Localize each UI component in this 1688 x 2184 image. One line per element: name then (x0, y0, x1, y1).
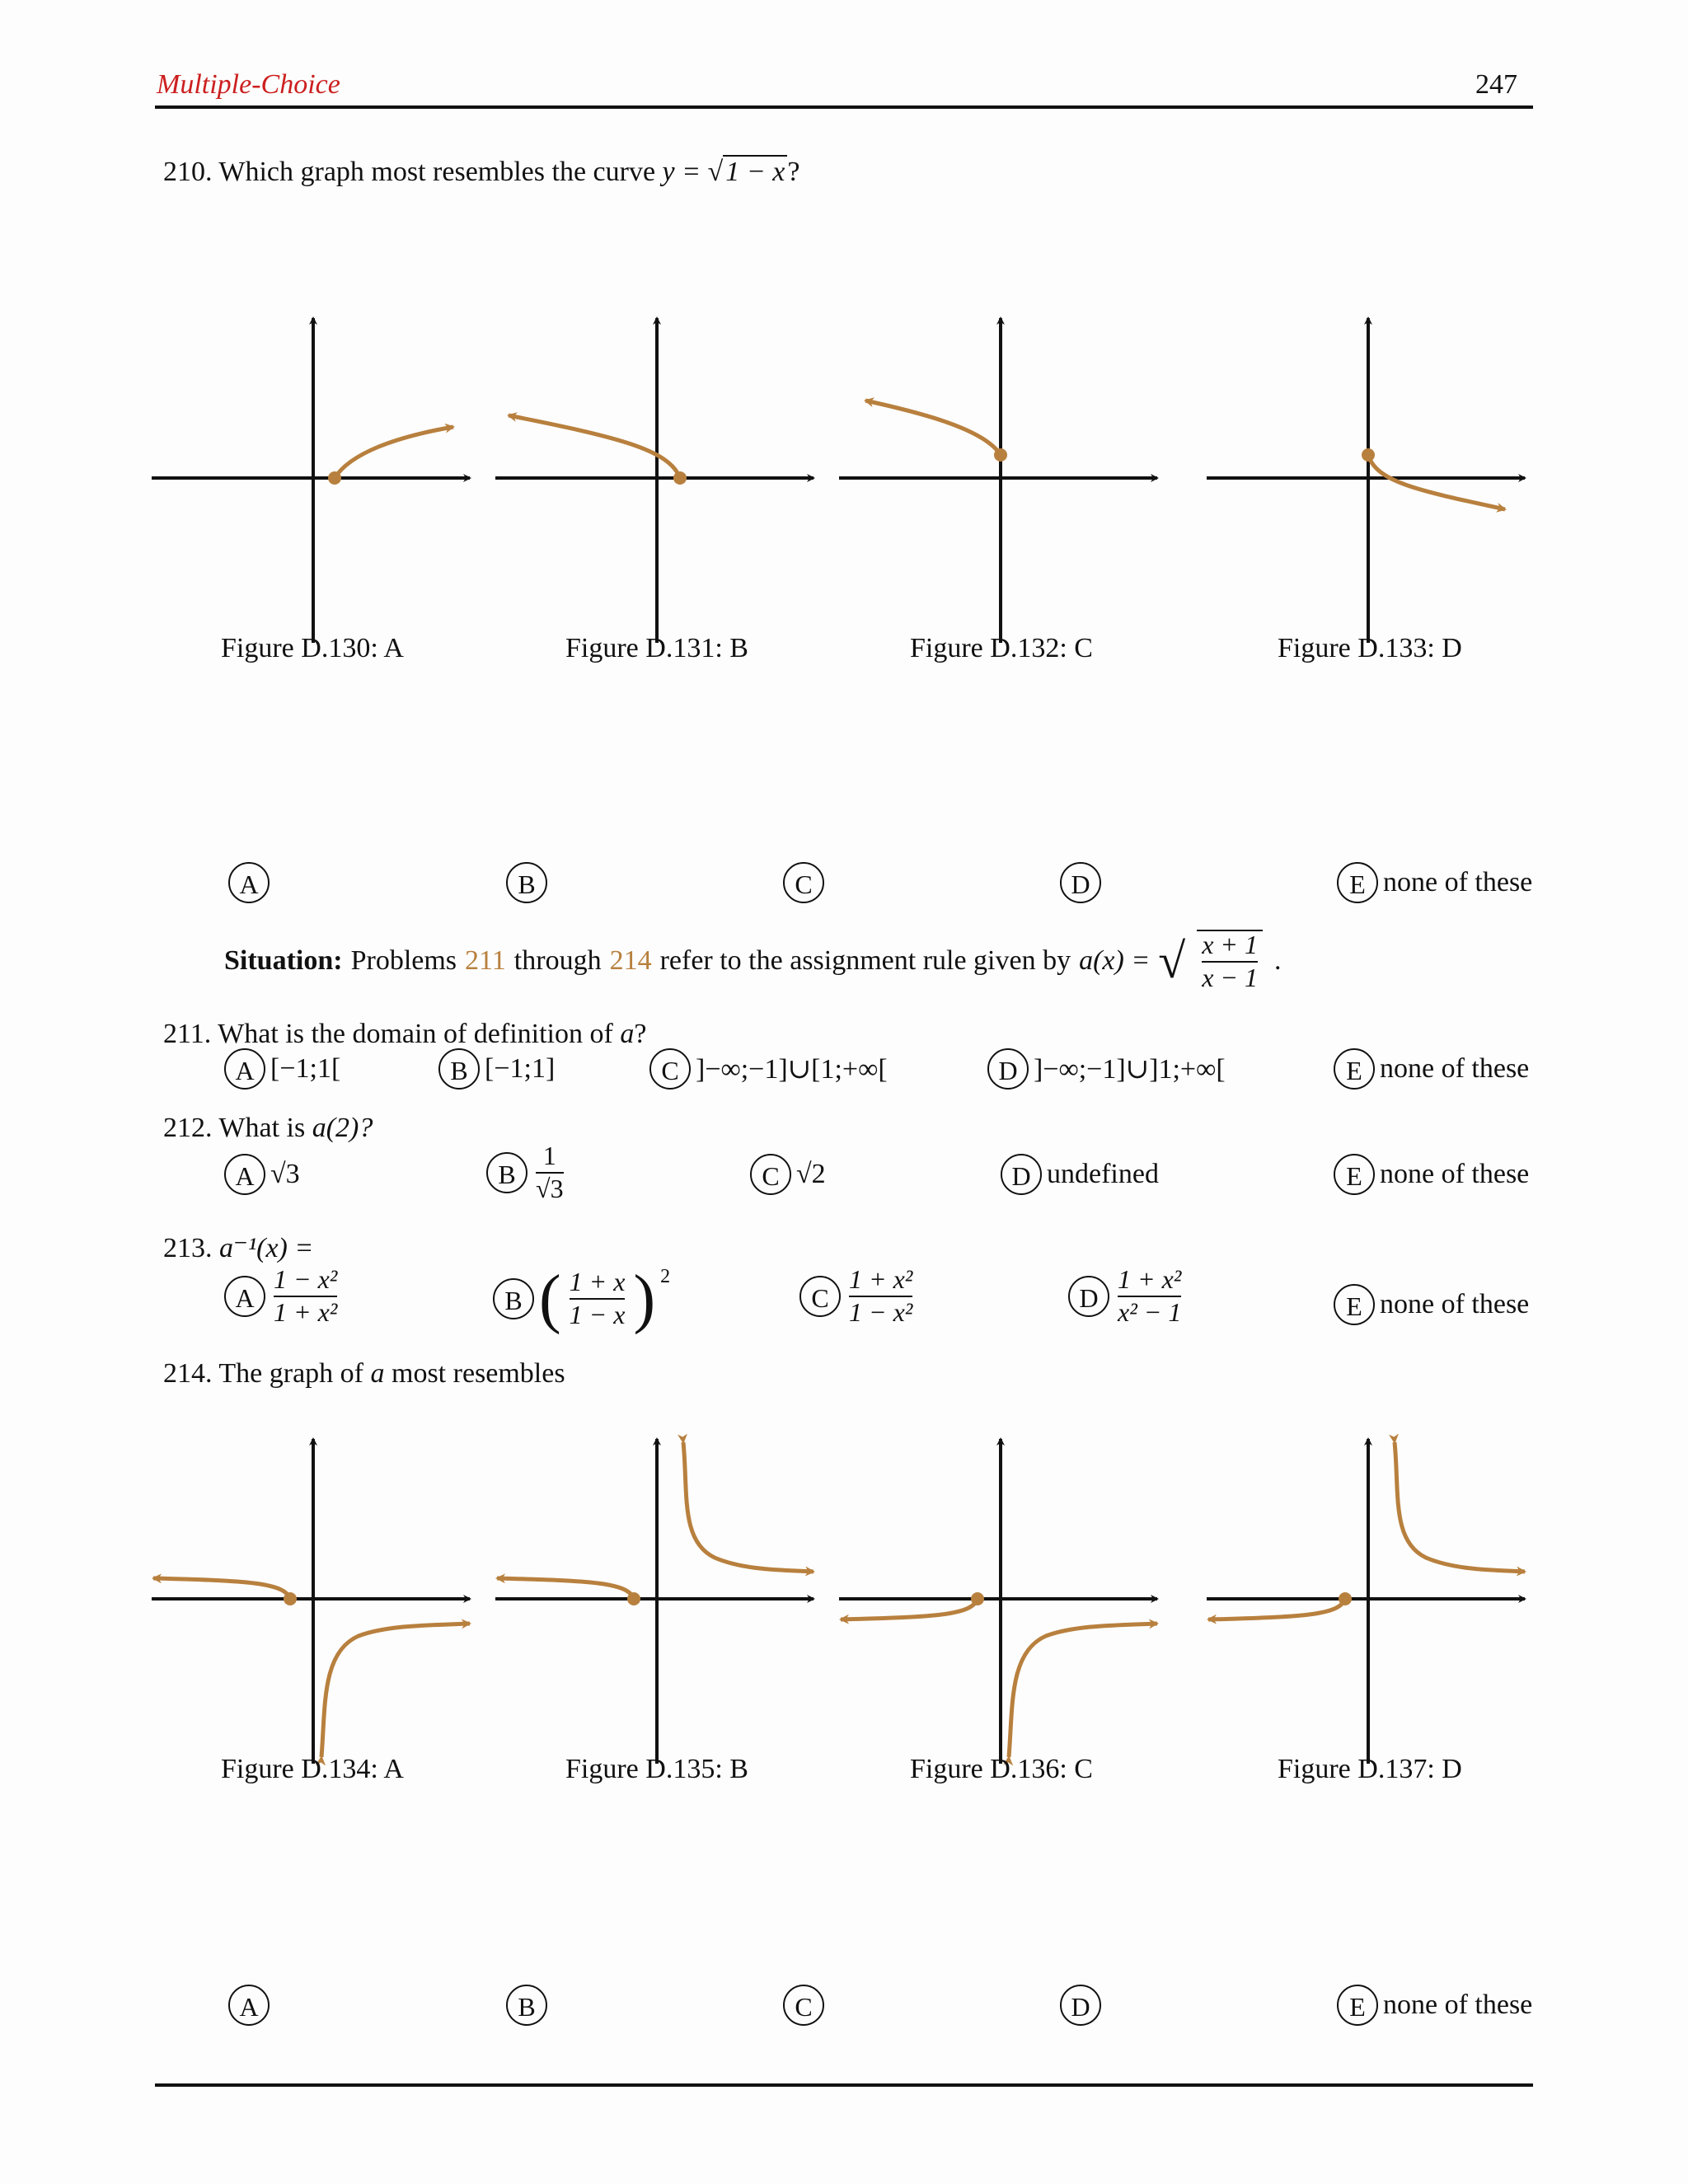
q213-option-a[interactable] (224, 1266, 340, 1326)
graph-133 (1207, 318, 1525, 643)
q214-option-d[interactable] (1060, 1985, 1101, 2026)
bubble-a[interactable]: A (224, 1154, 265, 1195)
formula-lhs: a(x) = (1079, 944, 1151, 976)
fraction-denominator: 1 − x (569, 1300, 626, 1329)
question-number: 211. (163, 1019, 212, 1049)
option-text: √2 (796, 1159, 826, 1189)
question-text: Which graph most resembles the curve (218, 157, 656, 187)
bubble-a[interactable]: A (224, 1048, 265, 1090)
problem-ref-211[interactable]: 211 (465, 944, 506, 976)
question-number: 214. (163, 1358, 213, 1389)
situation-text: refer to the assignment rule given by (659, 944, 1071, 976)
fraction-denominator: √3 (536, 1173, 564, 1203)
bubble-e[interactable]: E (1337, 1985, 1378, 2026)
figure-caption-135: Figure D.135: B (565, 1754, 748, 1784)
option-text: [−1;1[ (270, 1053, 341, 1084)
formula-end: . (1274, 944, 1282, 976)
bubble-e[interactable]: E (1337, 862, 1378, 903)
q210-option-e[interactable] (1337, 862, 1532, 903)
bubble-a[interactable]: A (228, 1985, 270, 2026)
situation-text: through (513, 944, 602, 976)
option-text: none of these (1380, 1053, 1530, 1084)
question-text: What is the domain of definition of (218, 1019, 613, 1049)
graph-132 (839, 318, 1157, 643)
figure-caption-131: Figure D.131: B (565, 633, 748, 663)
question-var: a (620, 1019, 635, 1049)
bubble-c[interactable]: C (783, 1985, 824, 2026)
bubble-b[interactable]: B (438, 1048, 480, 1090)
question-213 (163, 1231, 313, 1264)
paren-left: ( (539, 1263, 561, 1335)
q212-option-b[interactable] (486, 1142, 567, 1202)
graph-136 (839, 1439, 1157, 1764)
option-text: none of these (1380, 1289, 1530, 1319)
q214-option-a[interactable] (228, 1985, 270, 2026)
q211-option-c[interactable] (649, 1048, 888, 1090)
bubble-a[interactable]: A (228, 862, 270, 903)
situation-text: Problems (350, 944, 457, 976)
bubble-c[interactable]: C (750, 1154, 791, 1195)
fraction-denominator: x − 1 (1202, 962, 1259, 992)
question-211 (163, 1019, 646, 1050)
page-number: 247 (1475, 69, 1517, 100)
fraction-denominator: 1 + x² (274, 1296, 338, 1327)
bubble-d[interactable]: D (1068, 1276, 1109, 1317)
question-210 (163, 157, 799, 188)
sqrt-sign: √ (1158, 933, 1186, 988)
bubble-d[interactable]: D (1060, 1985, 1101, 2026)
q210-option-b[interactable] (506, 862, 547, 903)
fraction-numerator: 1 + x² (849, 1264, 913, 1294)
q210-option-c[interactable] (783, 862, 824, 903)
q210-graphs (148, 313, 1541, 659)
question-text: What is (218, 1113, 306, 1143)
question-text: most resembles (392, 1358, 565, 1389)
option-fraction (570, 1268, 626, 1329)
option-text: √3 (270, 1159, 300, 1189)
bubble-d[interactable]: D (1060, 862, 1101, 903)
q211-option-d[interactable] (987, 1048, 1226, 1090)
fraction-numerator: 1 + x (569, 1267, 626, 1297)
bubble-a[interactable]: A (224, 1276, 265, 1317)
fraction-denominator: 1 − x² (849, 1296, 913, 1327)
option-text: none of these (1383, 1990, 1533, 2020)
figure-caption-136: Figure D.136: C (910, 1754, 1093, 1784)
figure-caption-132: Figure D.132: C (910, 633, 1093, 663)
option-text: [−1;1] (485, 1053, 556, 1084)
bubble-c[interactable]: C (649, 1048, 691, 1090)
option-fraction (849, 1266, 912, 1326)
option-text: ]−∞;−1]∪]1;+∞[ (1034, 1054, 1226, 1085)
fraction-numerator: 1 + x² (1118, 1264, 1182, 1294)
q211-option-e[interactable] (1334, 1048, 1529, 1090)
q210-option-d[interactable] (1060, 862, 1101, 903)
q213-option-e[interactable] (1334, 1284, 1529, 1325)
q214-option-b[interactable] (506, 1985, 547, 2026)
q211-option-b[interactable] (438, 1048, 555, 1090)
problem-ref-214[interactable]: 214 (609, 944, 652, 976)
option-fraction (1118, 1266, 1181, 1326)
bubble-e[interactable]: E (1334, 1154, 1375, 1195)
graph-134 (152, 1439, 470, 1764)
q212-option-e[interactable] (1334, 1154, 1529, 1195)
bubble-b[interactable]: B (506, 1985, 547, 2026)
bubble-d[interactable]: D (1001, 1154, 1042, 1195)
bubble-b[interactable]: B (486, 1152, 528, 1193)
bubble-e[interactable]: E (1334, 1048, 1375, 1090)
bubble-c[interactable]: C (783, 862, 824, 903)
question-214 (163, 1358, 565, 1390)
q212-option-a[interactable] (224, 1154, 300, 1195)
graph-135 (495, 1439, 814, 1764)
bubble-b[interactable]: B (506, 862, 547, 903)
question-212 (163, 1113, 373, 1144)
q212-option-c[interactable] (750, 1154, 826, 1195)
q211-option-a[interactable] (224, 1048, 340, 1090)
bubble-e[interactable]: E (1334, 1284, 1375, 1325)
option-text: none of these (1380, 1159, 1530, 1189)
option-text: ]−∞;−1]∪[1;+∞[ (696, 1054, 888, 1085)
question-number: 213. (163, 1233, 213, 1263)
option-fraction (536, 1142, 564, 1202)
question-text: The graph of (218, 1358, 363, 1389)
q214-option-c[interactable] (783, 1985, 824, 2026)
q210-option-a[interactable] (228, 862, 270, 903)
figure-caption-130: Figure D.130: A (221, 633, 404, 663)
figure-caption-137: Figure D.137: D (1278, 1754, 1462, 1784)
formula-end: ? (787, 157, 800, 187)
q213-option-b[interactable] (493, 1263, 671, 1335)
fraction-denominator: x² − 1 (1118, 1296, 1182, 1327)
figure-caption-133: Figure D.133: D (1278, 633, 1462, 663)
q214-graphs (148, 1434, 1541, 1780)
paren-right: ) (633, 1263, 656, 1335)
footer-rule (155, 2083, 1533, 2087)
graph-131 (495, 318, 814, 643)
fraction-numerator: 1 − x² (274, 1264, 338, 1294)
question-number: 212. (163, 1113, 213, 1143)
sqrt-sign: √ (707, 157, 724, 187)
formula-fraction (1197, 930, 1263, 991)
fraction-numerator: x + 1 (1202, 930, 1259, 959)
option-text: undefined (1047, 1159, 1159, 1189)
graph-137 (1207, 1439, 1525, 1764)
option-text: none of these (1383, 867, 1533, 898)
q214-option-e[interactable] (1337, 1985, 1532, 2026)
bubble-d[interactable]: D (987, 1048, 1029, 1090)
graph-130 (152, 318, 470, 643)
question-end: ? (634, 1019, 647, 1049)
option-fraction (274, 1266, 337, 1326)
question-expr: a(2)? (312, 1113, 373, 1143)
formula-radicand: 1 − x (723, 155, 787, 187)
section-title: Multiple-Choice (157, 69, 340, 100)
fraction-numerator: 1 (542, 1141, 556, 1170)
header-rule (155, 105, 1533, 109)
question-var: a (370, 1358, 385, 1389)
question-expr: a⁻¹(x) = (219, 1233, 314, 1263)
q212-option-d[interactable] (1001, 1154, 1159, 1195)
situation (224, 930, 1282, 991)
formula-lhs: y = (662, 157, 701, 187)
situation-label: Situation: (224, 944, 343, 976)
question-number: 210. (163, 157, 213, 187)
exponent: 2 (660, 1266, 671, 1287)
figure-caption-134: Figure D.134: A (221, 1754, 404, 1784)
bubble-c[interactable]: C (799, 1276, 841, 1317)
q213-option-c[interactable] (799, 1266, 916, 1326)
bubble-b[interactable]: B (493, 1278, 534, 1319)
q213-option-d[interactable] (1068, 1266, 1184, 1326)
